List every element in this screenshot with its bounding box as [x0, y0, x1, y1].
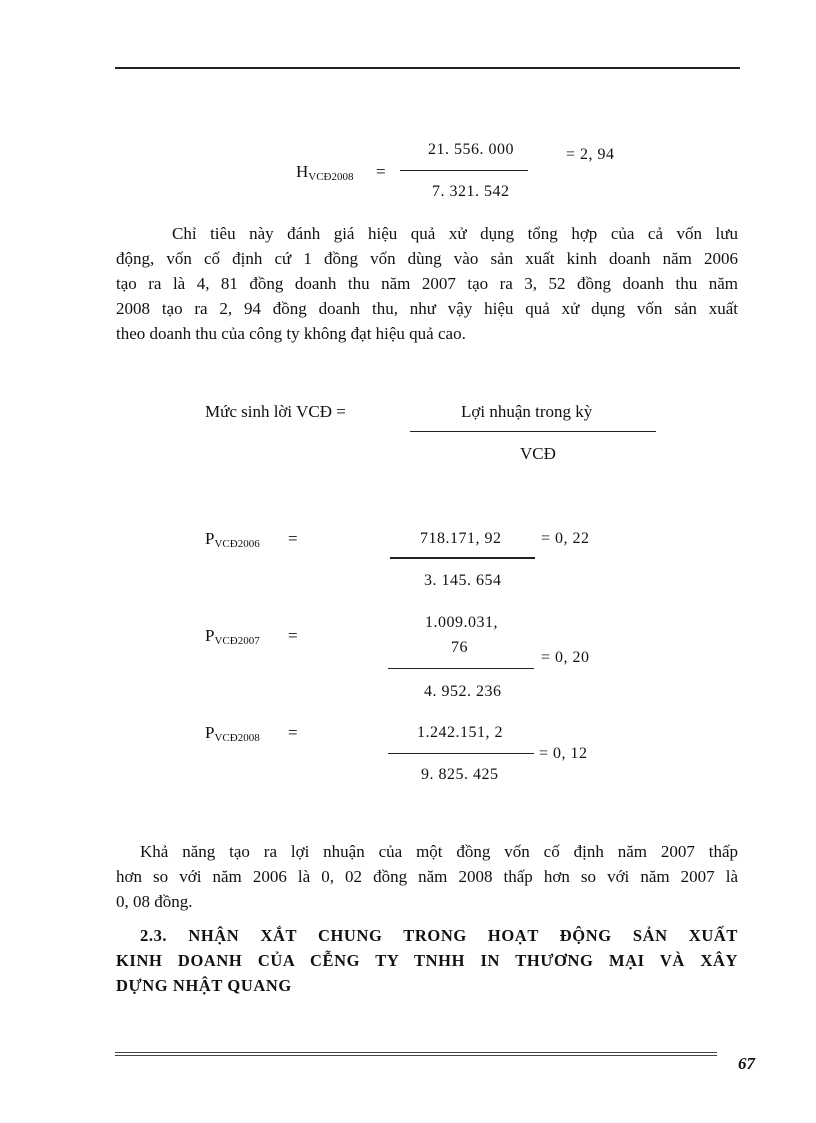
p-vcd2007-numerator-line2: 76	[451, 639, 468, 656]
page-number: 67	[738, 1054, 755, 1073]
paragraph-line: Khả năng tạo ra lợi nhuận của một đồng vốn cố định năm 2007 thấp	[140, 842, 738, 861]
p-vcd2007-label: PVCĐ2007	[205, 626, 260, 647]
heading-line: 2.3. NHẬN XẮT CHUNG TRONG HOẠT ĐỘNG SẢN XUẤT	[140, 926, 738, 945]
h-vcd2008-numerator: 21. 556. 000	[428, 141, 514, 158]
p-vcd2008-denominator: 9. 825. 425	[421, 766, 499, 783]
definition-denominator: VCĐ	[520, 444, 556, 463]
paragraph-line: Chỉ tiêu này đánh giá hiệu quả xử dụng tổng hợp của cả vốn lưu	[172, 224, 738, 243]
heading-line: KINH DOANH CỦA CỄNG TY TNHH IN THƯƠNG MẠI VÀ XÂY	[116, 951, 738, 970]
paragraph-line: động, vốn cố định cứ 1 đồng vốn dùng vào sản xuất kinh doanh năm 2006	[116, 249, 738, 268]
p-vcd2008-equals: =	[288, 723, 298, 742]
p-vcd2008-fraction-bar	[388, 753, 534, 754]
definition-fraction-bar	[410, 431, 656, 432]
p-vcd2006-fraction-bar	[390, 557, 535, 559]
p-vcd2007-denominator: 4. 952. 236	[424, 683, 502, 700]
p-vcd2008-numerator: 1.242.151, 2	[417, 724, 503, 741]
paragraph-line: hơn so với năm 2006 là 0, 02 đồng năm 2008 thấp hơn so với năm 2007 là	[116, 867, 738, 886]
h-vcd2008-equals: =	[376, 162, 386, 181]
h-vcd2008-label: HVCĐ2008	[296, 162, 354, 183]
definition-label: Mức sinh lời VCĐ =	[205, 402, 346, 421]
paragraph-line: theo doanh thu của công ty không đạt hiệu quả cao.	[116, 324, 466, 343]
paragraph-line: 0, 08 đồng.	[116, 892, 193, 911]
section-heading	[116, 923, 738, 998]
p-vcd2007-result: = 0, 20	[541, 649, 590, 666]
paragraph-efficiency	[116, 221, 738, 346]
paragraph-line: 2008 tạo ra 2, 94 đồng doanh thu, như vậy hiệu quả xử dụng vốn sản xuất	[116, 299, 738, 318]
h-vcd2008-denominator: 7. 321. 542	[432, 183, 510, 200]
p-vcd2006-equals: =	[288, 529, 298, 548]
p-vcd2006-label: PVCĐ2006	[205, 529, 260, 550]
h-vcd2008-result: = 2, 94	[566, 146, 615, 163]
h-vcd2008-fraction-bar	[400, 170, 528, 171]
p-vcd2008-result: = 0, 12	[539, 745, 588, 762]
p-vcd2007-numerator-line1: 1.009.031,	[425, 614, 498, 631]
footer-rule-top	[115, 1052, 717, 1053]
p-vcd2008-label: PVCĐ2008	[205, 723, 260, 744]
heading-line: DỰNG NHẬT QUANG	[116, 976, 292, 995]
p-vcd2007-fraction-bar	[388, 668, 534, 669]
p-vcd2006-numerator: 718.171, 92	[420, 530, 502, 547]
paragraph-line: tạo ra là 4, 81 đồng doanh thu năm 2007 tạo ra 3, 52 đồng doanh thu năm	[116, 274, 738, 293]
definition-numerator: Lợi nhuận trong kỳ	[461, 402, 593, 421]
p-vcd2006-denominator: 3. 145. 654	[424, 572, 502, 589]
header-rule	[115, 67, 740, 69]
p-vcd2007-equals: =	[288, 626, 298, 645]
footer-rule-bottom	[115, 1055, 717, 1056]
p-vcd2006-result: = 0, 22	[541, 530, 590, 547]
paragraph-profitability	[116, 839, 738, 914]
